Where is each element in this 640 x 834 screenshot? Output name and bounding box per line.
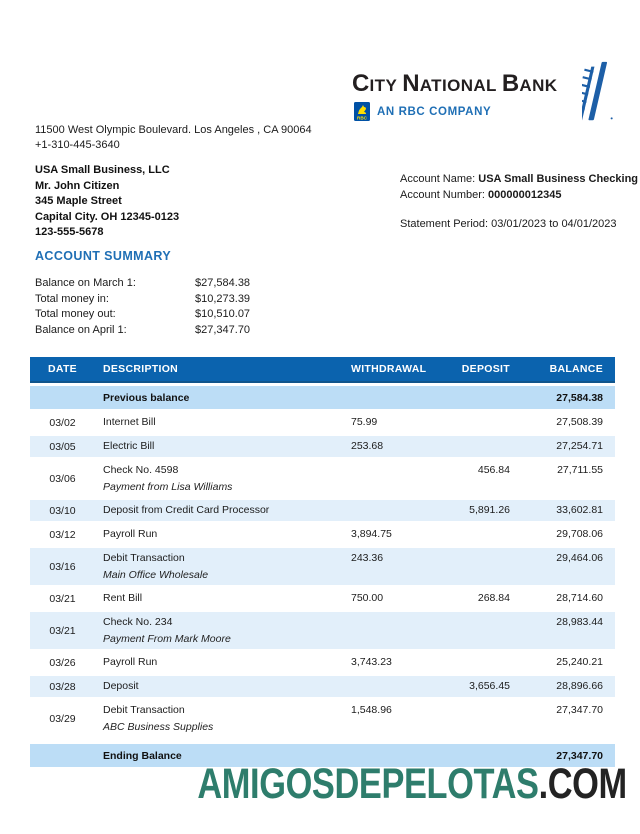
transaction-row [30,460,615,497]
account-number-value: 000000012345 [488,188,562,201]
description-text: Check No. 4598 [103,464,179,476]
account-info-block [400,172,638,233]
cell-withdrawal: 3,743.23 [351,656,392,668]
cell-date: 03/26 [49,656,76,669]
cell-balance: 25,240.21 [556,656,603,668]
transactions-table [30,357,615,770]
rbc-tagline: AN RBC COMPANY [377,105,492,118]
cell-description [95,616,345,645]
cell-description [95,504,345,516]
bank-name-word: CITY [352,70,398,97]
customer-line: 345 Maple Street [35,195,122,208]
header-description: DESCRIPTION [103,363,179,375]
description-note: Payment from Lisa Williams [103,481,233,493]
description-text: Deposit from Credit Card Processor [103,504,270,516]
cell-description [95,592,345,604]
previous-balance-value: 27,584.38 [556,391,603,404]
description-note: Payment From Mark Moore [103,633,231,645]
cell-date: 03/29 [49,712,76,725]
cell-balance: 27,347.70 [556,704,603,716]
cell-balance: 27,711.55 [557,464,603,476]
table-header-row [30,357,615,383]
bank-logo [352,60,614,124]
cell-date: 03/28 [49,680,76,693]
description-text: Electric Bill [103,440,155,452]
description-text: Payroll Run [103,528,158,540]
account-summary-section [35,249,315,338]
watermark-tld: .COM [538,760,627,808]
cell-balance: 28,983.44 [556,616,603,628]
description-text: Payroll Run [103,656,158,668]
cell-date: 03/05 [49,440,76,453]
transaction-row [30,548,615,585]
ending-balance-value: 27,347.70 [556,749,603,762]
customer-line: 123-555-5678 [35,226,104,239]
summary-label: Total money out: [35,308,116,320]
summary-row [35,307,315,323]
previous-balance-label: Previous balance [103,391,190,404]
cell-date: 03/16 [49,560,76,573]
cell-date: 03/06 [49,472,76,485]
description-text: Check No. 234 [103,616,173,628]
summary-value: $27,347.70 [195,323,251,336]
cell-date: 03/21 [49,624,76,637]
cell-deposit: 3,656.45 [469,680,510,692]
cell-balance: 29,464.06 [556,552,603,564]
cell-description [95,704,345,733]
cell-balance: 28,714.60 [556,592,603,604]
bank-name-word: BANK [501,70,558,97]
summary-value: $10,510.07 [195,308,251,320]
cell-deposit: 268.84 [477,592,510,604]
header-date: DATE [47,363,77,375]
cell-balance: 27,254.71 [556,440,603,452]
bank-contact-block [35,123,312,153]
transaction-row [30,652,615,673]
transaction-row [30,436,615,457]
customer-line: Mr. John Citizen [35,179,120,192]
statement-period: Statement Period: 03/01/2023 to 04/01/2023 [400,218,617,230]
summary-value: $10,273.39 [195,292,251,305]
description-text: Deposit [103,680,139,692]
rbc-shield-icon [354,102,370,121]
watermark-brand: AMIGOSDEPELOTAS [197,760,539,808]
transaction-row [30,588,615,609]
rbc-tagline-row [354,102,491,121]
cell-withdrawal: 253.68 [351,440,384,452]
bank-address: 11500 West Olympic Boulevard. Los Angeles , CA 90064 [35,124,312,136]
summary-row [35,276,315,292]
account-name-value: USA Small Business Checking [478,173,639,185]
transaction-row [30,524,615,545]
bank-logo-wordmark [352,72,562,96]
cell-balance: 29,708.06 [556,528,603,540]
cell-description [95,528,345,540]
svg-text:RBC: RBC [357,115,367,121]
previous-balance-row [30,386,615,409]
cell-description [95,552,345,581]
customer-address-block [35,163,179,241]
cell-withdrawal: 3,894.75 [351,528,392,540]
description-text: Debit Transaction [103,552,185,564]
summary-label: Total money in: [35,292,109,305]
cell-deposit: 456.84 [477,464,510,476]
bank-phone: +1-310-445-3640 [35,139,120,151]
header-withdrawal: WITHDRAWAL [351,363,427,375]
transaction-row [30,676,615,697]
cell-deposit: 5,891.26 [469,504,510,516]
summary-row [35,292,315,308]
cell-description [95,680,345,692]
summary-label: Balance on March 1: [35,277,136,289]
cell-date: 03/10 [49,504,76,517]
cell-withdrawal: 750.00 [351,592,384,604]
header-deposit: DEPOSIT [461,363,510,375]
cell-balance: 27,508.39 [556,416,603,428]
ladder-icon [582,60,614,124]
customer-line: USA Small Business, LLC [35,164,170,176]
transaction-row [30,700,615,737]
account-number-line: Account Number: 000000012345 [400,188,562,201]
cell-balance: 33,602.81 [556,504,603,516]
description-text: Rent Bill [103,592,143,604]
summary-label: Balance on April 1: [35,323,127,336]
watermark [197,760,627,808]
summary-row [35,323,315,339]
cell-withdrawal: 1,548.96 [351,704,392,716]
transaction-rows [30,412,615,737]
cell-balance: 28,896.66 [556,680,603,692]
cell-date: 03/02 [49,416,76,429]
cell-date: 03/21 [49,592,76,605]
account-summary-title: ACCOUNT SUMMARY [35,249,172,263]
transaction-row [30,412,615,433]
header-balance: BALANCE [549,363,603,375]
cell-withdrawal: 75.99 [351,416,378,428]
description-text: Debit Transaction [103,704,185,716]
account-summary-rows [35,276,315,338]
cell-description [95,440,345,452]
bank-name-word: NATIONAL [402,70,497,97]
cell-description [95,416,345,428]
customer-line: Capital City. OH 12345-0123 [35,210,180,223]
transaction-row [30,612,615,649]
description-text: Internet Bill [103,416,156,428]
cell-description [95,464,345,493]
description-note: ABC Business Supplies [103,721,214,733]
account-name-line: Account Name: USA Small Business Checking [400,173,639,185]
transaction-row [30,500,615,521]
ending-balance-label: Ending Balance [103,749,182,762]
summary-value: $27,584.38 [195,277,251,289]
description-note: Main Office Wholesale [103,569,209,581]
cell-description [95,656,345,668]
cell-date: 03/12 [49,528,76,541]
cell-withdrawal: 243.36 [351,552,384,564]
